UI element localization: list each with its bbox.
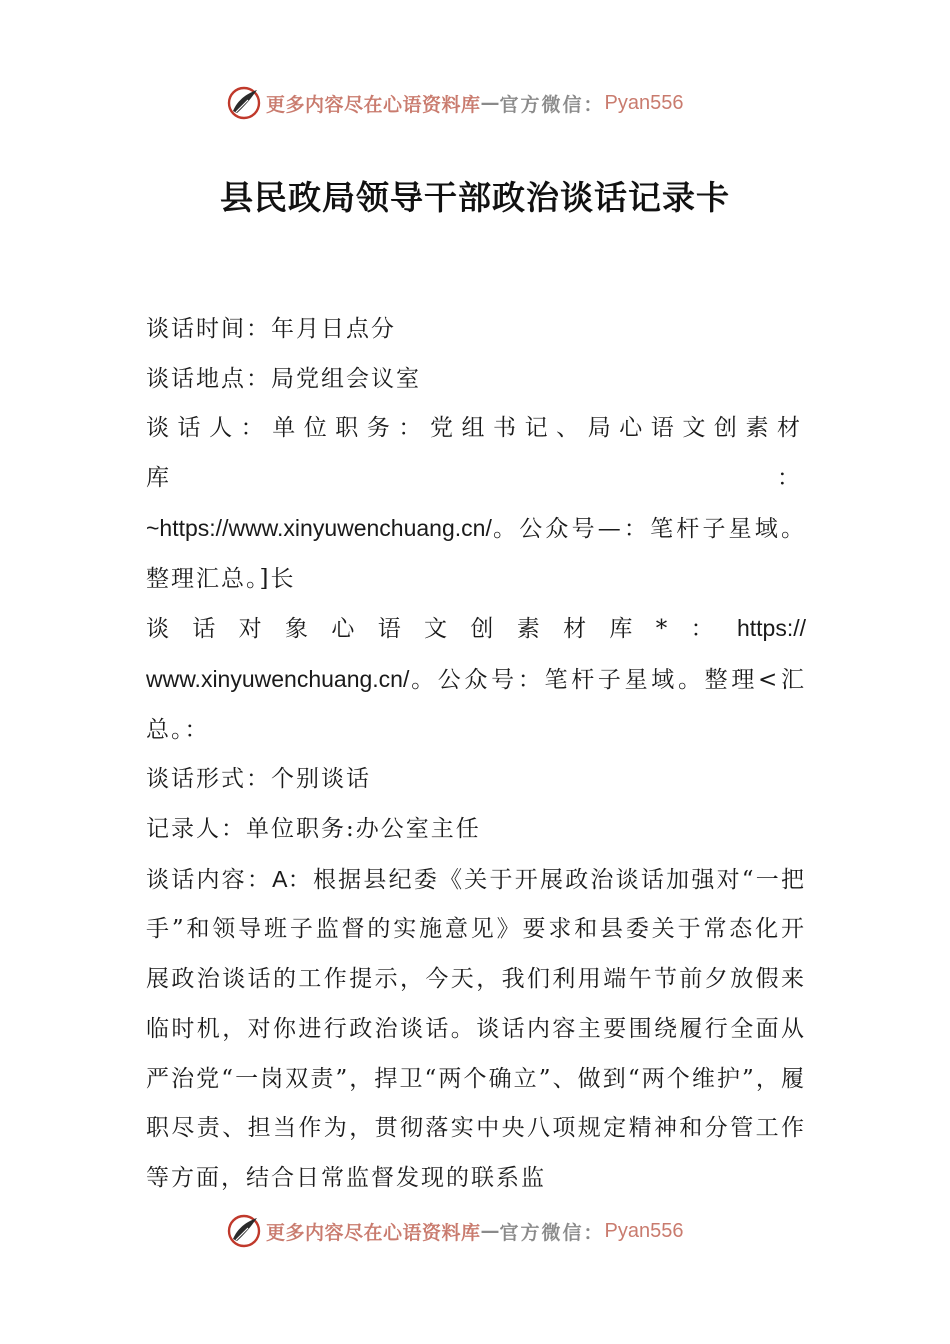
recorder-value: 单位职务:办公室主任 bbox=[246, 816, 481, 843]
object-end: 总。： bbox=[146, 716, 210, 743]
talk-time-label: 谈话时间： bbox=[146, 316, 271, 342]
watermark-dash: — bbox=[480, 92, 500, 114]
talker-url: ~https://www.xinyuwenchuang.cn/ bbox=[146, 514, 492, 541]
talk-form-label: 谈话形式： bbox=[146, 766, 271, 793]
object-url-part2: www.xinyuwenchuang.cn/ bbox=[146, 665, 410, 692]
talker-label: 谈话人： bbox=[146, 415, 273, 442]
watermark-wechat-label: 官方微信： bbox=[499, 93, 605, 116]
watermark-dash: — bbox=[480, 1220, 500, 1242]
talk-time-line bbox=[146, 305, 806, 355]
object-end-line bbox=[146, 706, 806, 756]
document-body bbox=[146, 305, 806, 1204]
object-account: 。公众号：笔杆子星域。整理<汇 bbox=[409, 666, 806, 693]
talk-place-value: 局党组会议室 bbox=[271, 365, 421, 392]
talk-time-value: 年月日点分 bbox=[271, 316, 396, 342]
object-line bbox=[146, 604, 806, 655]
talk-form-line bbox=[146, 755, 806, 805]
watermark-banner-bottom bbox=[226, 1211, 684, 1251]
talker-end: 整理汇总。]长 bbox=[146, 565, 296, 592]
recorder-label: 记录人： bbox=[146, 816, 246, 843]
talk-content-marker: A bbox=[272, 865, 288, 892]
talk-content-text: ：根据县纪委《关于开展政治谈话加强对“一把手”和领导班子监督的实施意见》要求和县委关于常态化开展政治谈话的工作提示，今天，我们利用端午节前夕放假来临时机，对你进行政治谈话。谈话内容主要围绕履行全面从严治党“一岗双责”，捍卫“两个确立”、做到“两个维护”，履职尽责、担当作为，贯彻落实中央八项规定精神和分管工作等方面，结合日常监督发现的联系监 bbox=[146, 866, 807, 1191]
talker-url-line bbox=[146, 504, 806, 555]
object-url-part1: https:// bbox=[736, 615, 806, 642]
recorder-line bbox=[146, 805, 806, 855]
talk-content-paragraph bbox=[146, 855, 806, 1204]
talker-position: 单位职务：党组书记、局心语文创素材库： bbox=[146, 415, 807, 492]
watermark-slogan: 更多内容尽在心语资料库 bbox=[266, 93, 481, 116]
talk-place-label: 谈话地点： bbox=[146, 365, 271, 392]
pen-logo-icon bbox=[226, 1213, 262, 1249]
object-url-line bbox=[146, 655, 806, 706]
watermark-banner-top bbox=[226, 83, 684, 123]
object-label: 谈话对象心语文创素材库*： bbox=[146, 616, 737, 643]
watermark-wechat-handle: Pyan556 bbox=[604, 91, 684, 114]
watermark-wechat-label: 官方微信： bbox=[499, 1221, 605, 1244]
pen-logo-icon bbox=[226, 85, 262, 121]
talker-line bbox=[146, 404, 806, 503]
talker-end-line bbox=[146, 555, 806, 605]
watermark-wechat-handle: Pyan556 bbox=[604, 1219, 684, 1242]
talk-place-line bbox=[146, 355, 806, 405]
talker-account: 。公众号—：笔杆子星域。 bbox=[491, 515, 806, 542]
talk-content-label: 谈话内容： bbox=[146, 866, 273, 893]
watermark-slogan: 更多内容尽在心语资料库 bbox=[266, 1221, 481, 1244]
document-title: 县民政局领导干部政治谈话记录卡 bbox=[220, 178, 730, 217]
talk-form-value: 个别谈话 bbox=[271, 766, 371, 793]
